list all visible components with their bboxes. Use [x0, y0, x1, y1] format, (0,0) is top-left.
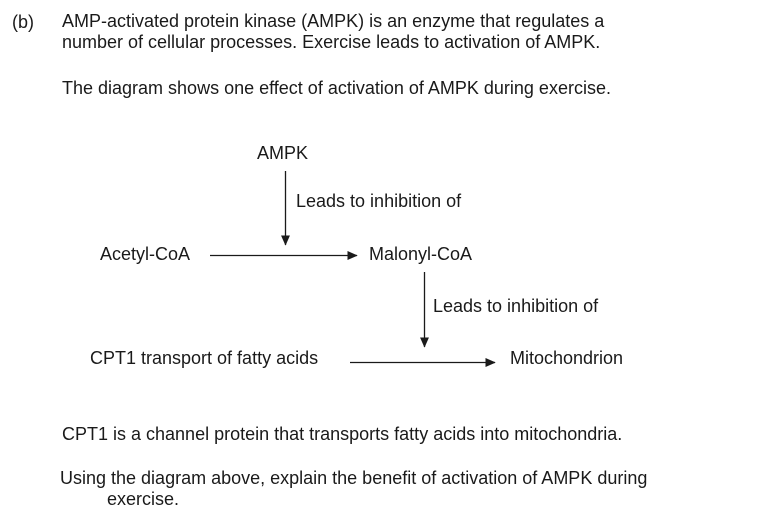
- task-text-line2: exercise.: [107, 489, 180, 509]
- cpt1-explanation-text: CPT1 is a channel protein that transports fatty acids into mitochondria.: [62, 424, 623, 444]
- diagram-node-ampk: AMPK: [257, 143, 309, 163]
- diagram-arrow-label-inhibition1: Leads to inhibition of: [296, 191, 462, 211]
- question-part-label: (b): [12, 12, 34, 32]
- intro-text-line1: AMP-activated protein kinase (AMPK) is an enzyme that regulates a: [62, 11, 605, 31]
- diagram-node-malonyl-coa: Malonyl-CoA: [369, 244, 473, 264]
- diagram-caption: The diagram shows one effect of activation of AMPK during exercise.: [62, 78, 611, 98]
- diagram-node-acetyl-coa: Acetyl-CoA: [100, 244, 191, 264]
- task-text-line1: Using the diagram above, explain the benefit of activation of AMPK during: [60, 468, 648, 488]
- intro-text-line2: number of cellular processes. Exercise leads to activation of AMPK.: [62, 32, 601, 52]
- diagram-node-cpt1-transport: CPT1 transport of fatty acids: [90, 348, 319, 368]
- diagram-arrow-label-inhibition2: Leads to inhibition of: [433, 296, 599, 316]
- diagram-node-mitochondrion: Mitochondrion: [510, 348, 624, 368]
